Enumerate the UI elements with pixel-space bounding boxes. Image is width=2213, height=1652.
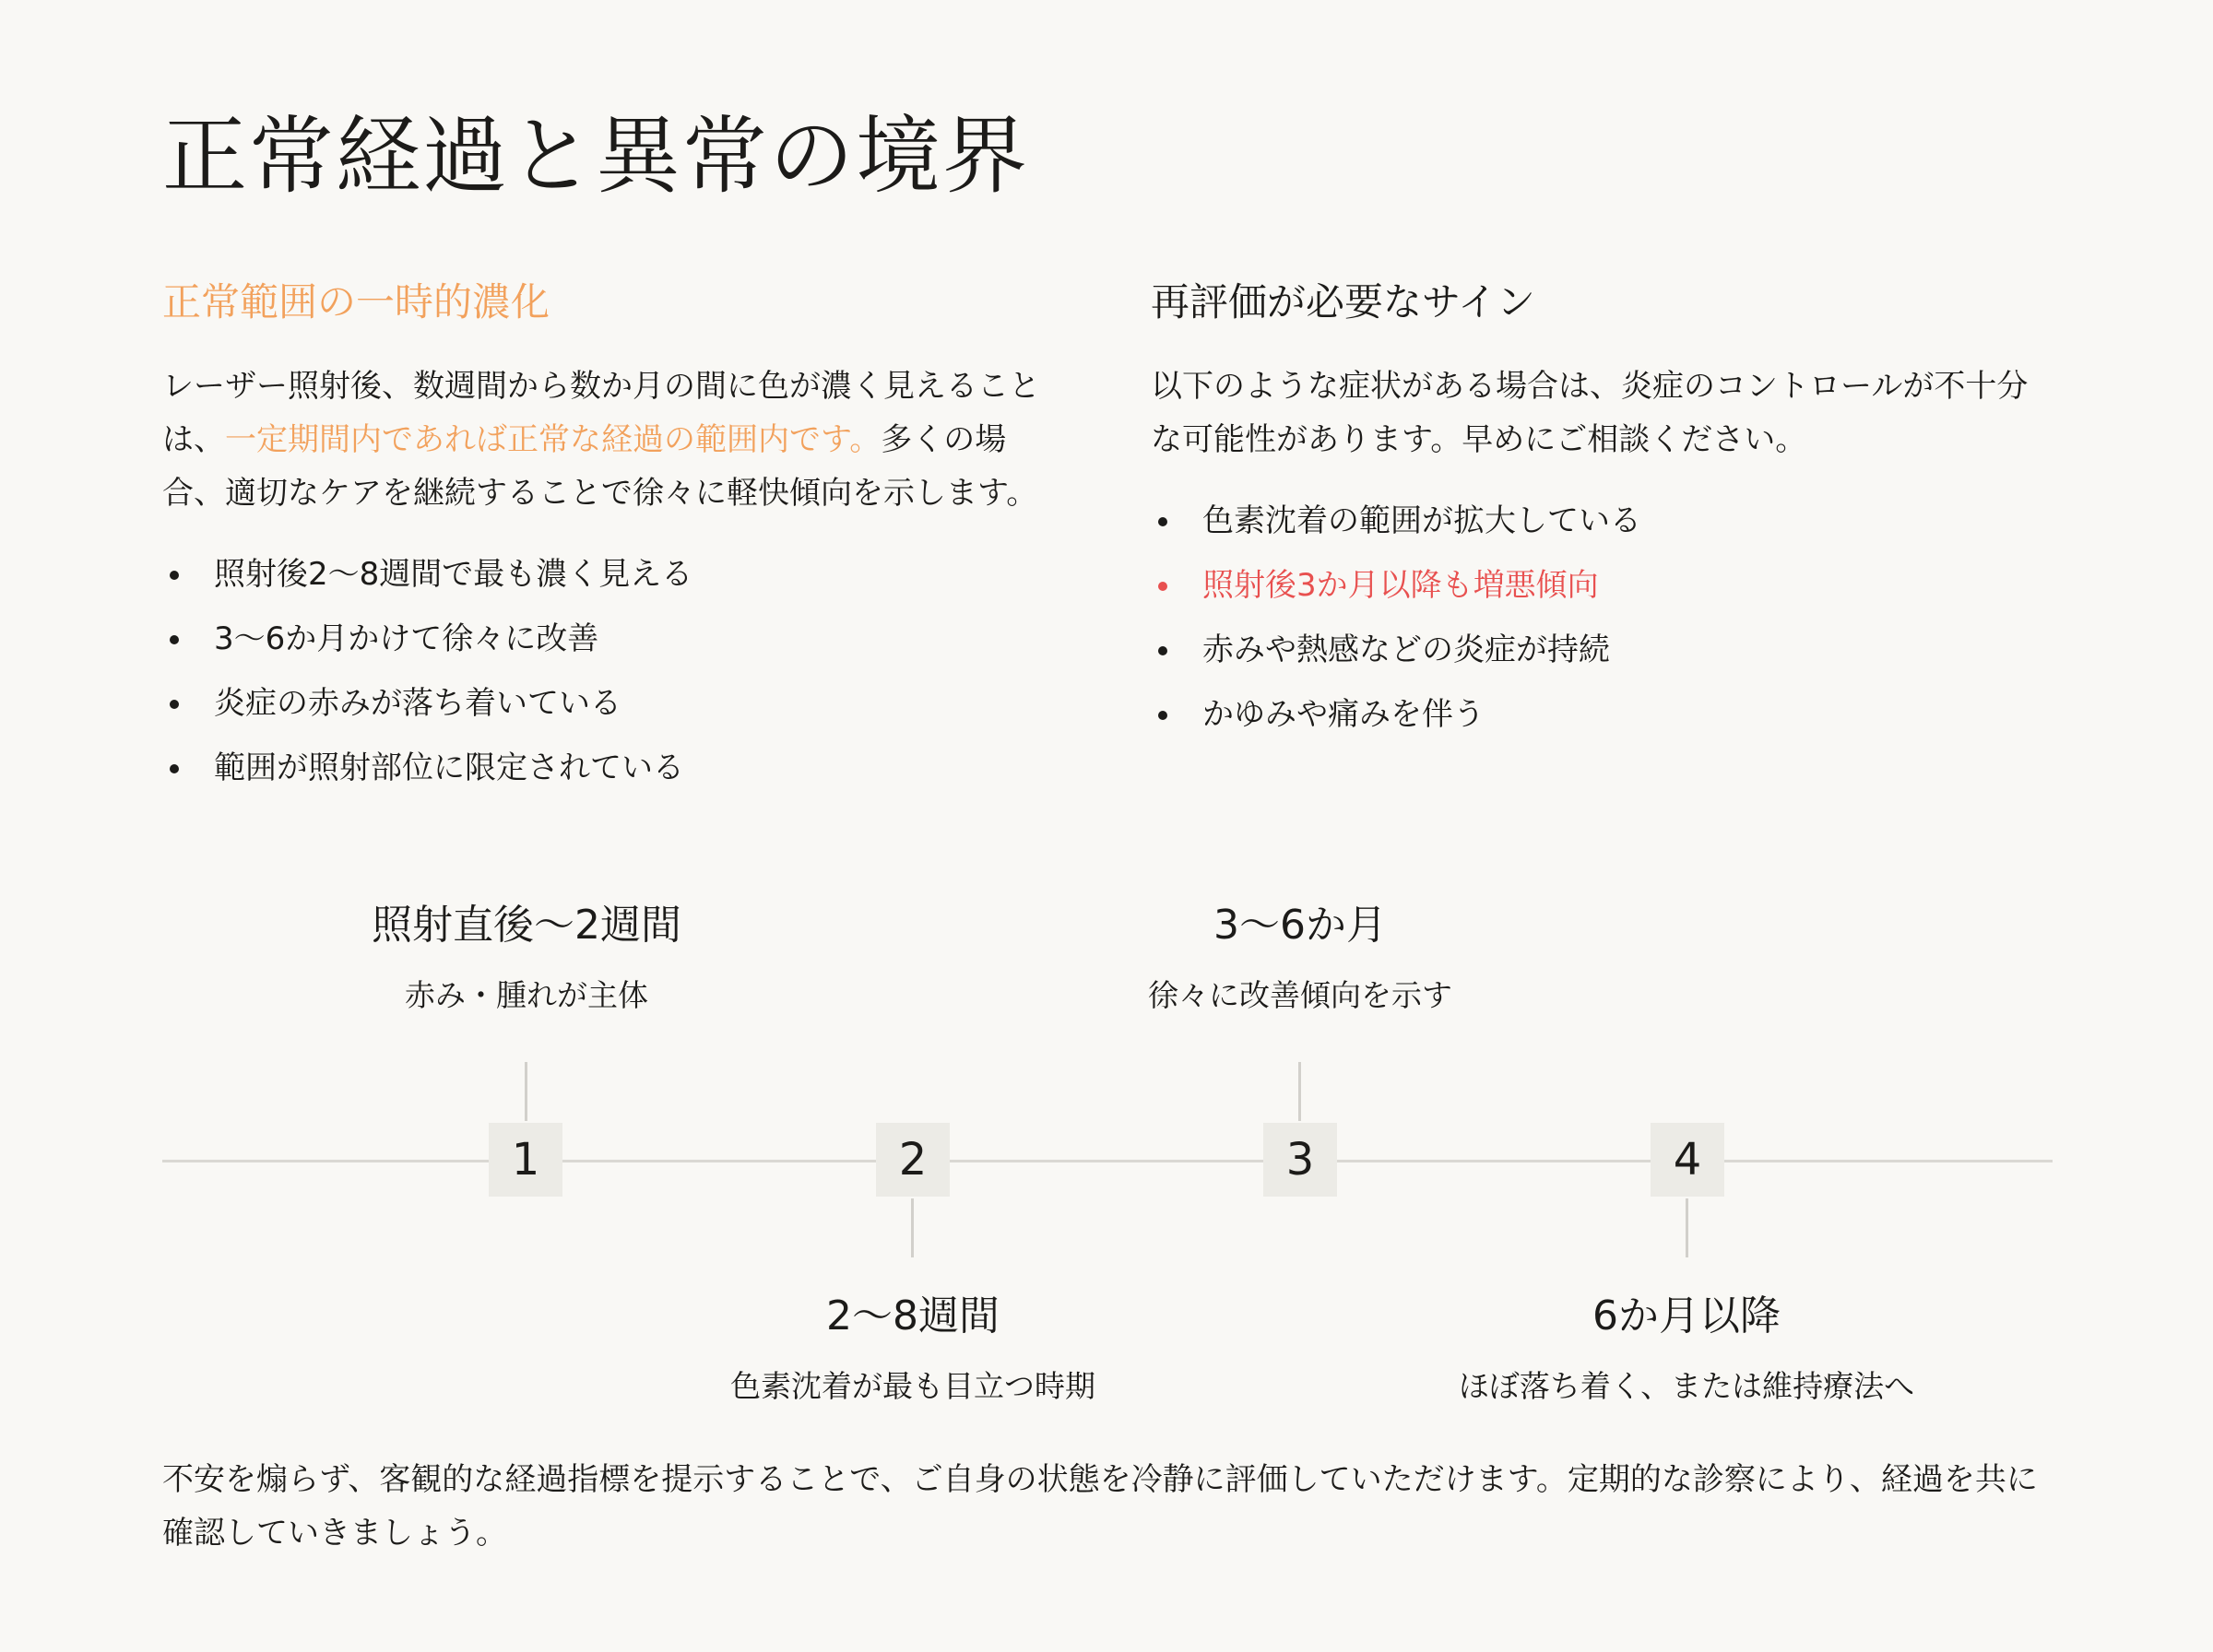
normal-range-section xyxy=(162,273,1057,800)
list-item xyxy=(162,607,1057,671)
page-title: 正常経過と異常の境界 xyxy=(162,107,1030,206)
list-item-text: 3〜6か月かけて徐々に改善 xyxy=(214,620,599,657)
timeline-step-2: 2 xyxy=(876,1123,950,1197)
warning-signs-list xyxy=(1151,489,2045,747)
bullet-icon xyxy=(1158,646,1167,655)
bullet-icon xyxy=(170,764,179,773)
reevaluation-paragraph: 以下のような症状がある場合は、炎症のコントロールが不十分な可能性があります。早めにご相談ください。 xyxy=(1151,368,2029,458)
timeline-step-1: 1 xyxy=(489,1123,562,1197)
list-item-text: 赤みや熱感などの炎症が持続 xyxy=(1202,631,1610,668)
timeline-step-4: 4 xyxy=(1651,1123,1724,1197)
normal-range-paragraph xyxy=(162,360,1057,520)
bullet-icon xyxy=(1158,582,1167,591)
list-item-warning xyxy=(1151,553,2045,618)
paragraph-text: レーザー照射後、数週間から数か月の間に色が濃く見えることは、 xyxy=(162,368,1040,458)
normal-signs-list xyxy=(162,542,1057,800)
bullet-icon xyxy=(170,635,179,644)
timeline-connector xyxy=(911,1198,914,1257)
list-item-text: 色素沈着の範囲が拡大している xyxy=(1202,502,1641,539)
normal-range-heading: 正常範囲の一時的濃化 xyxy=(162,279,550,324)
timeline-connector xyxy=(1686,1198,1688,1257)
timeline-description: 赤み・腫れが主体 xyxy=(405,977,648,1013)
footer-note: 不安を煽らず、客観的な経過指標を提示することで、ご自身の状態を冷静に評価していただけます。定期的な診察により、経過を共に確認していきましょう。 xyxy=(162,1461,2038,1552)
timeline-connector xyxy=(1298,1062,1301,1121)
timeline-label-2 xyxy=(636,1289,1189,1409)
timeline-label-3 xyxy=(1024,898,1577,1018)
bullet-icon xyxy=(1158,711,1167,720)
list-item-text: 照射後3か月以降も増悪傾向 xyxy=(1202,567,1599,604)
timeline-period: 6か月以降 xyxy=(1592,1292,1781,1339)
timeline-label-1 xyxy=(250,898,803,1018)
timeline-axis xyxy=(162,1160,2053,1162)
bullet-icon xyxy=(170,700,179,709)
timeline-period: 2〜8週間 xyxy=(826,1292,1000,1339)
bullet-icon xyxy=(1158,517,1167,526)
reevaluation-section xyxy=(1151,273,2045,747)
reevaluation-heading: 再評価が必要なサイン xyxy=(1151,279,1536,324)
timeline-step-3: 3 xyxy=(1263,1123,1337,1197)
list-item-text: かゆみや痛みを伴う xyxy=(1202,696,1485,733)
list-item xyxy=(162,736,1057,800)
highlighted-text: 一定期間内であれば正常な経過の範囲内です。 xyxy=(225,421,882,458)
list-item xyxy=(1151,489,2045,553)
list-item-text: 照射後2〜8週間で最も濃く見える xyxy=(214,556,693,593)
timeline-description: 色素沈着が最も目立つ時期 xyxy=(730,1368,1095,1404)
list-item xyxy=(162,542,1057,607)
list-item-text: 炎症の赤みが落ち着いている xyxy=(214,685,621,722)
timeline-label-4 xyxy=(1410,1289,1963,1409)
timeline-description: 徐々に改善傾向を示す xyxy=(1148,977,1452,1013)
timeline-period: 3〜6か月 xyxy=(1213,902,1387,949)
timeline-description: ほぼ落ち着く、または維持療法へ xyxy=(1458,1368,1915,1404)
timeline-period: 照射直後〜2週間 xyxy=(372,902,681,949)
list-item xyxy=(1151,682,2045,747)
list-item xyxy=(162,671,1057,736)
timeline-connector xyxy=(525,1062,527,1121)
bullet-icon xyxy=(170,571,179,580)
list-item-text: 範囲が照射部位に限定されている xyxy=(214,749,684,786)
list-item xyxy=(1151,618,2045,682)
paragraph-text: 多くの場合、適切なケアを継続することで徐々に軽快傾向を示します。 xyxy=(162,421,1038,512)
